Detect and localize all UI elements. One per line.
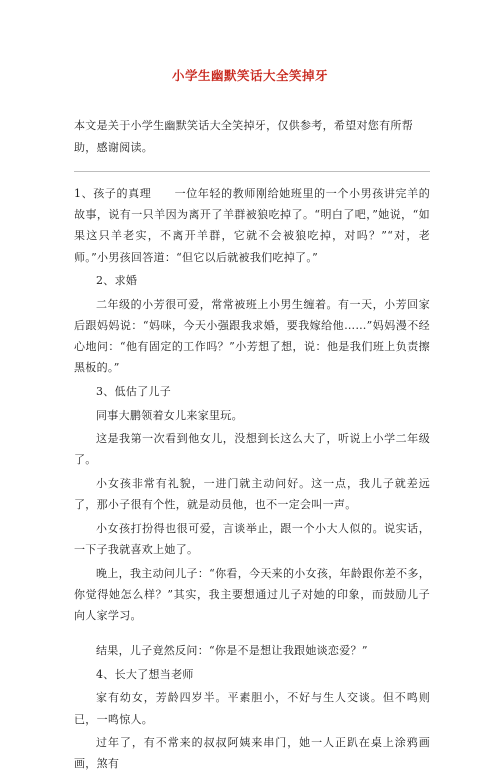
paragraph-joke-3-a: 同事大鹏领着女儿来家里玩。 <box>96 408 243 422</box>
paragraph-joke-3-f: 结果，儿子竟然反问：“你是不是想让我跟她谈恋爱？” <box>96 644 368 658</box>
heading-joke-3: 3、低估了儿子 <box>96 385 172 398</box>
paragraph-joke-3-b: 这是我第一次看到他女儿，没想到长这么大了，听说上小学二年级了。 <box>74 432 430 467</box>
heading-joke-4: 4、长大了想当老师 <box>96 667 194 681</box>
paragraph-joke-4-b: 过年了，有不常来的叔叔阿姨来串门，她一人正趴在桌上涂鸦画画，煞有 <box>74 736 430 771</box>
paragraph-joke-3-e: 晚上，我主动问儿子：“你看，今天来的小女孩，年龄跟你差不多，你觉得她怎么样？”其实，我主要想通过儿子对她的印象，而鼓励儿子向人家学习。 <box>74 566 430 622</box>
heading-joke-2: 2、求婚 <box>96 274 138 288</box>
paragraph-joke-3-c: 小女孩非常有礼貌，一进门就主动问好。这一点，我儿子就差远了，那小子很有个性，就是动员他，也不一定会叫一声。 <box>74 476 430 512</box>
paragraph-joke-4-a: 家有幼女，芳龄四岁半。平素胆小，不好与生人交谈。但不鸣则已，一鸣惊人。 <box>74 691 430 726</box>
paragraph-joke-2: 二年级的小芳很可爱，常常被班上小男生缠着。有一天，小芳回家后跟妈妈说：“妈咪，今天小强跟我求婚，要我嫁给他……”妈妈漫不经心地问：“他有固定的工作吗？”小芳想了想，说：他是我们班上负责擦黑板的。” <box>74 297 430 375</box>
divider-line <box>74 171 430 172</box>
intro-text: 本文是关于小学生幽默笑话大全笑掉牙，仅供参考，希望对您有所帮助，感谢阅读。 <box>74 119 413 154</box>
document-body <box>74 183 430 777</box>
paragraph-joke-1: 1、孩子的真理 一位年轻的教师刚给她班里的一个小男孩讲完羊的故事，说有一只羊因为离开了羊群被狼吃掉了。“明白了吧，”她说，“如果这只羊老实，不离开羊群，它就不会被狼吃掉，对吗？”“对，老师。”小男孩回答道：“但它以后就被我们吃掉了。” <box>74 187 430 264</box>
paragraph-joke-3-d: 小女孩打扮得也很可爱，言谈举止，跟一个小大人似的。说实话，一下子我就喜欢上她了。 <box>74 521 430 556</box>
document-title: 小学生幽默笑话大全笑掉牙 <box>171 68 328 83</box>
